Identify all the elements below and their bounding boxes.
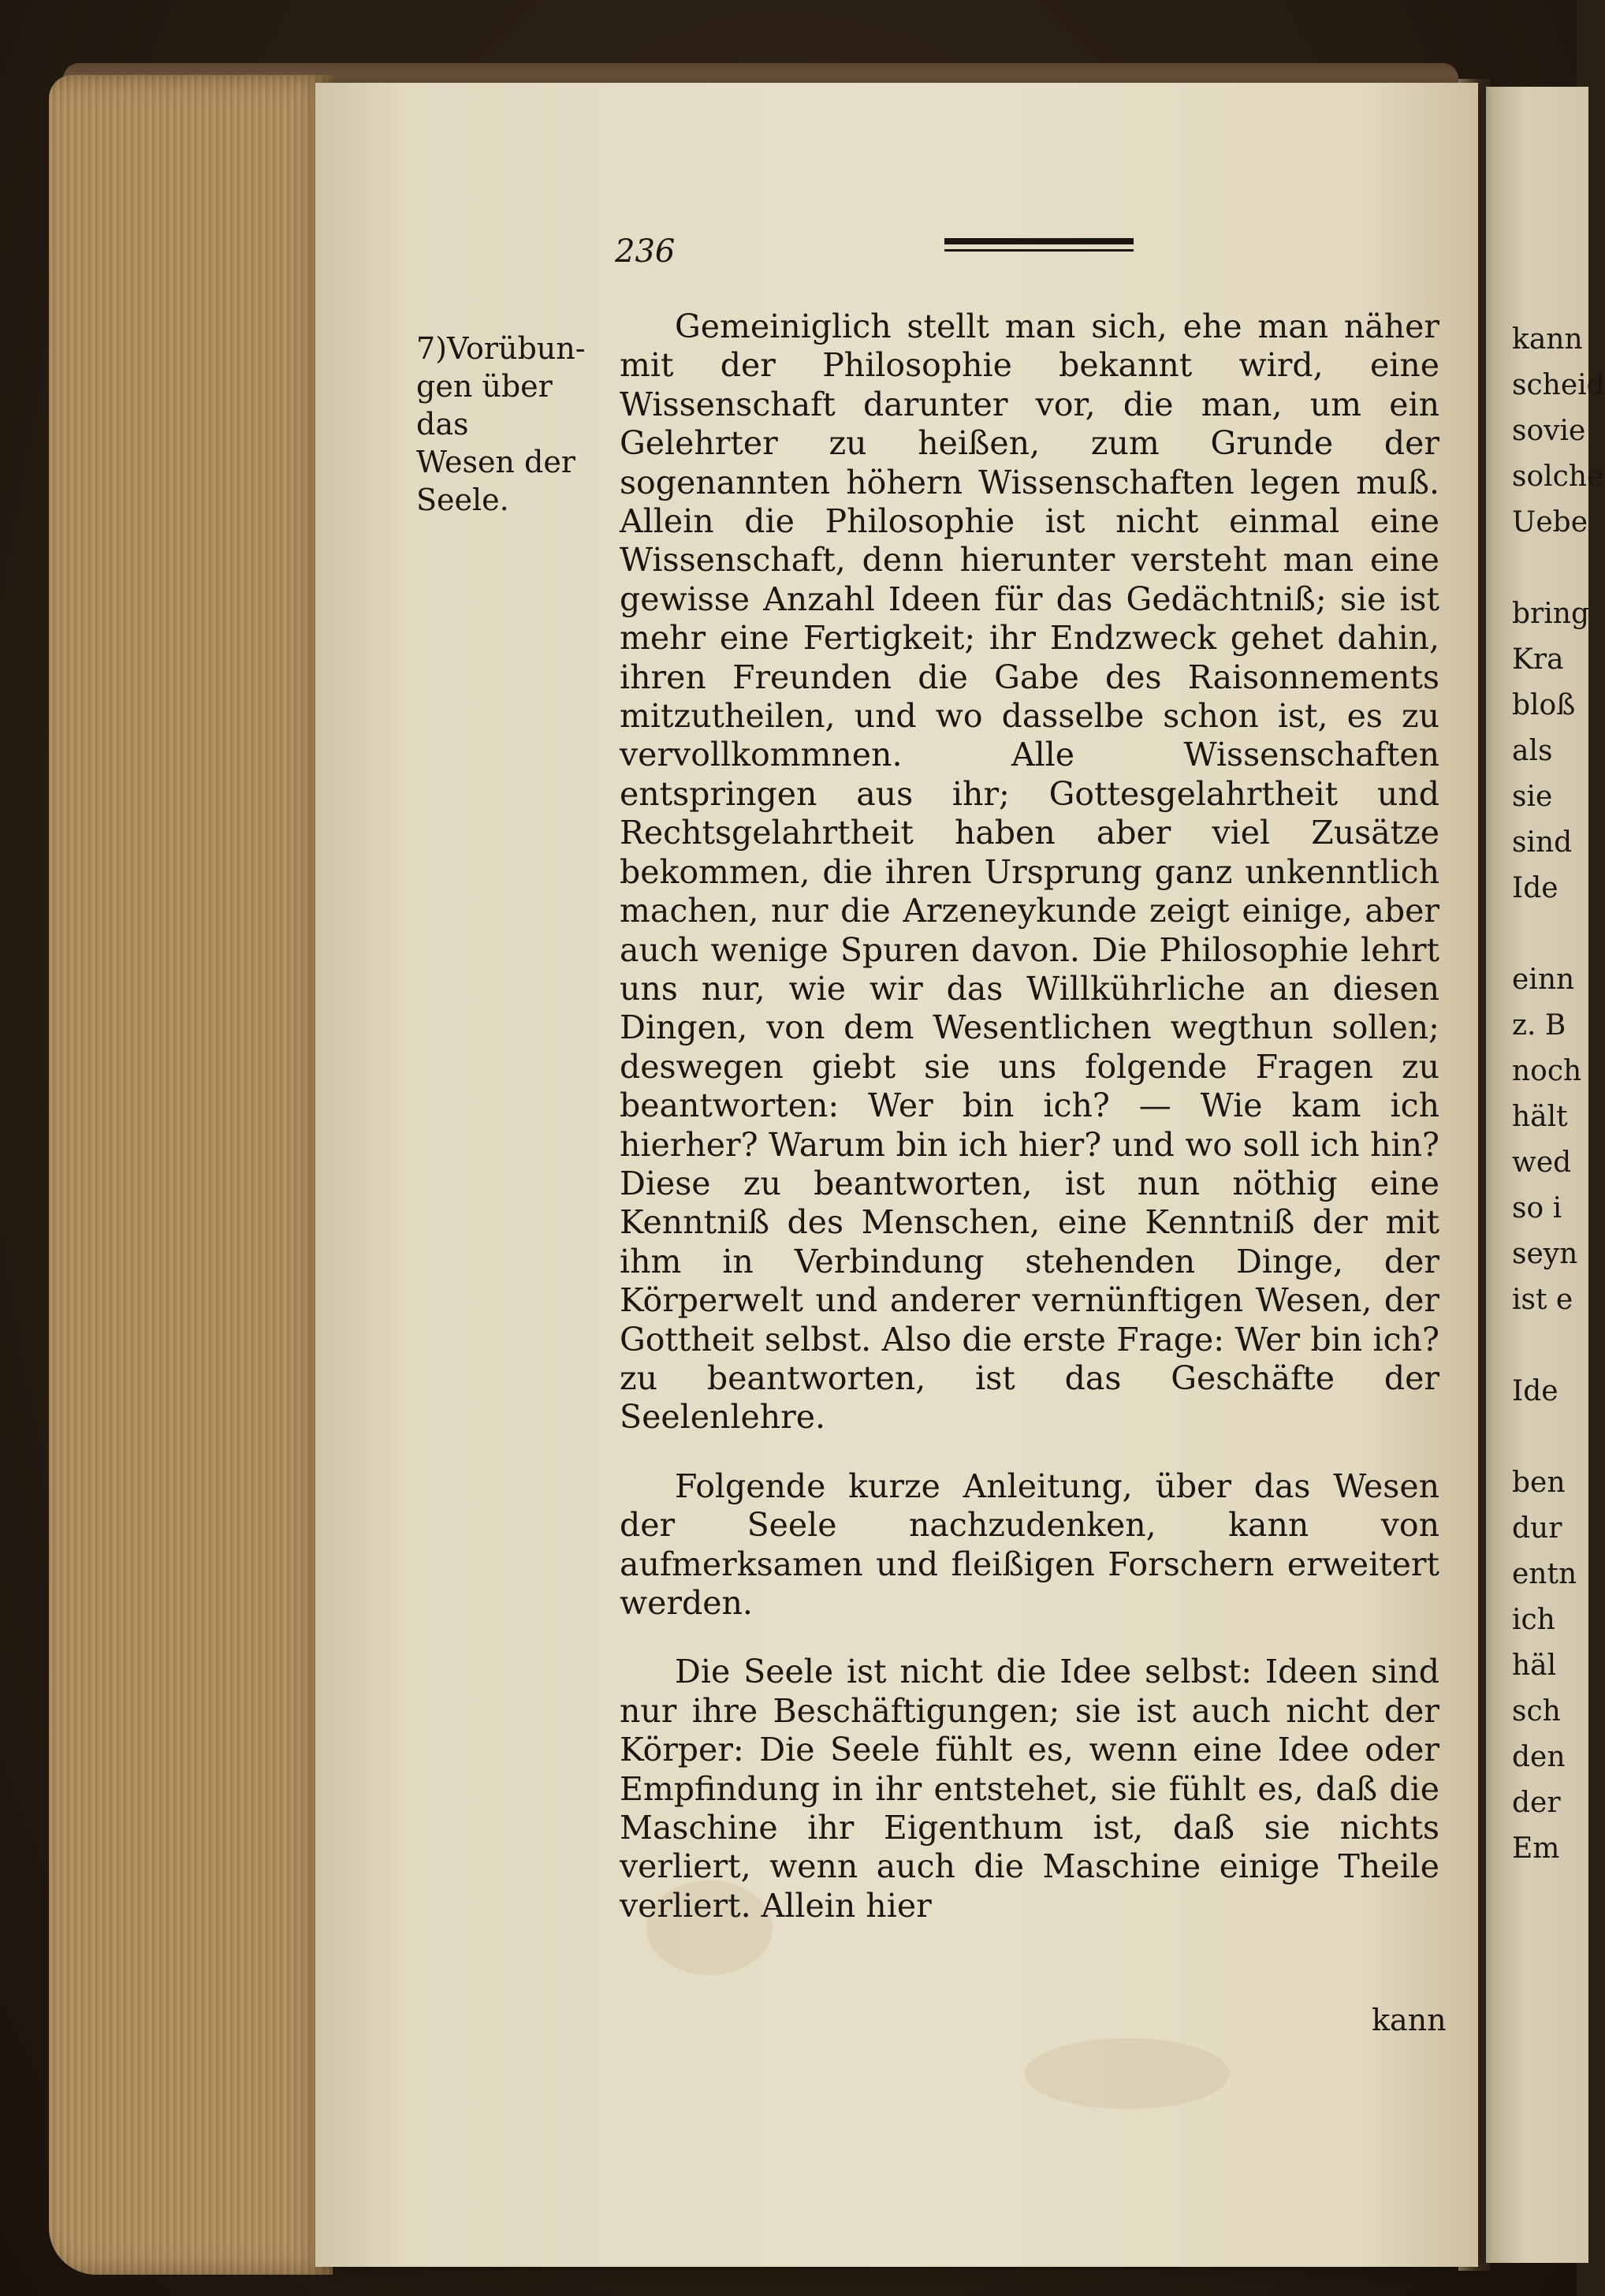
paper-stain [1025, 2038, 1230, 2109]
facing-page-line [1512, 546, 1583, 591]
header-double-rule [944, 237, 1134, 254]
facing-page-line: sind [1512, 826, 1573, 859]
facing-page-line: wed [1512, 1146, 1572, 1179]
facing-page-line: noch [1512, 1055, 1582, 1087]
facing-page-line: sovie [1512, 415, 1586, 447]
catchword: kann [1372, 2003, 1447, 2037]
facing-page-line: ist e [1512, 1284, 1573, 1316]
facing-page-line: den [1512, 1741, 1566, 1773]
page-number: 236 [615, 233, 676, 270]
facing-page-line: solche [1512, 460, 1604, 493]
facing-page-line: sch [1512, 1695, 1561, 1728]
facing-page-line: scheid [1512, 369, 1605, 401]
facing-page-line: z. B [1512, 1009, 1566, 1042]
facing-page-line: sie [1512, 781, 1553, 813]
facing-page-line [1512, 911, 1583, 957]
facing-page-line: bring [1512, 598, 1589, 630]
page-body [620, 308, 1439, 1925]
facing-page-line: entn [1512, 1558, 1577, 1590]
facing-page-line: ich [1512, 1604, 1555, 1636]
facing-page-line: Kra [1512, 643, 1564, 676]
facing-page-line: bloß [1512, 689, 1576, 721]
paragraph-1: Gemeiniglich stellt man sich, ehe man näher mit der Philosophie bekannt wird, eine Wissenschaft darunter vor, die man, um ein Gelehrter zu heißen, zum Grunde der sogenannten höhern Wissenschaften legen muß. Allein die Philosophie ist nicht einmal eine Wissenschaft, denn hierunter versteht man eine gewisse Anzahl Ideen für das Gedächtniß; sie ist mehr eine Fertigkeit; ihr Endzweck gehet dahin, ihren Freunden die Gabe des Raisonnements mitzutheilen, und wo dasselbe schon ist, es zu vervollkommnen. Alle Wissenschaften entspringen aus ihr; Gottesgelahrtheit und Rechtsgelahrtheit haben aber viel Zusätze bekommen, die ihren Ursprung ganz unkenntlich machen, nur die Arzeneykunde zeigt einige, aber auch wenige Spuren davon. Die Philosophie lehrt uns nur, wie wir das Willkührliche an diesen Dingen, von dem Wesentlichen wegthun sollen; deswegen giebt sie uns folgende Fragen zu beantworten: Wer bin ich? — Wie kam ich hierher? Warum bin ich hier? und wo soll ich hin? Diese zu beantworten, ist nun nöthig eine Kenntniß des Menschen, eine Kenntniß der mit ihm in Verbindung stehenden Dinge, der Körperwelt und anderer vernünftigen Wesen, der Gottheit selbst. Also die erste Frage: Wer bin ich? zu beantworten, ist das Geschäfte der Seelenlehre. [620, 308, 1439, 1437]
facing-page-line: Ide [1512, 872, 1558, 904]
book-page-edges [49, 75, 333, 2275]
facing-page-line: hält [1512, 1101, 1568, 1133]
facing-page-line: Ide [1512, 1375, 1558, 1407]
facing-page-line: ben [1512, 1467, 1566, 1499]
facing-page-line: kann [1512, 323, 1583, 356]
facing-page-line [1512, 1414, 1583, 1460]
facing-page-text [1512, 317, 1605, 1872]
facing-page-line: als [1512, 735, 1553, 767]
facing-page-line: so i [1512, 1192, 1562, 1224]
margin-note: 7)Vorübun- gen über das Wesen der Seele. [416, 331, 586, 517]
paragraph-3: Die Seele ist nicht die Idee selbst: Ideen sind nur ihre Beschäftigungen; sie ist auch nicht der Körper: Die Seele fühlt es, wenn eine Idee oder Empfindung in ihr entstehet, sie fühlt es, daß die Maschine ihr Eigenthum ist, daß sie nichts verliert, wenn auch die Maschine einige Theile verliert. Allein hier [620, 1653, 1439, 1925]
facing-page-line: Uebe [1512, 506, 1588, 539]
facing-page-line: häl [1512, 1649, 1557, 1682]
paragraph-2: Folgende kurze Anleitung, über das Wesen der Seele nachzudenken, kann von aufmerksamen und fleißigen Forschern erweitert werden. [620, 1467, 1439, 1622]
facing-page-line: der [1512, 1787, 1561, 1819]
facing-page-line [1512, 1323, 1583, 1369]
facing-page-line: dur [1512, 1512, 1562, 1545]
facing-page-line: einn [1512, 964, 1575, 996]
facing-page-line: Em [1512, 1832, 1560, 1865]
facing-page-line: seyn [1512, 1238, 1578, 1270]
